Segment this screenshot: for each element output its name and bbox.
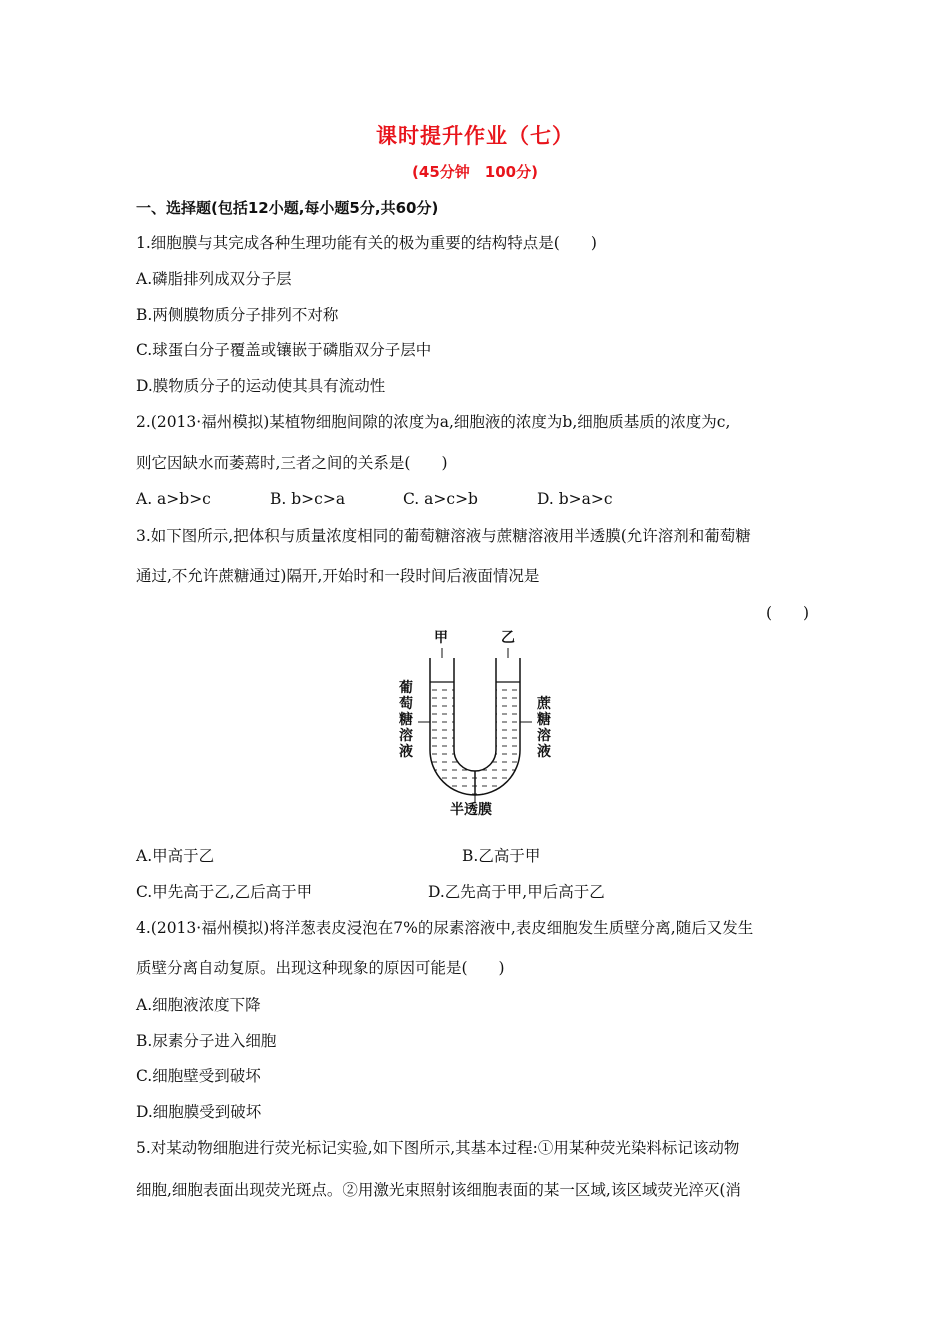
q3-option-c: C.甲先高于乙,乙后高于甲	[136, 883, 313, 901]
q1-option-d: D.膜物质分子的运动使其具有流动性	[136, 377, 386, 395]
q3-stem-line1: 3.如下图所示,把体积与质量浓度相同的葡萄糖溶液与蔗糖溶液用半透膜(允许溶剂和葡萄糖	[136, 527, 751, 545]
figure-label-jia: 甲	[434, 630, 448, 646]
q2-stem-line2: 则它因缺水而萎蔫时,三者之间的关系是( )	[136, 454, 448, 472]
q2-option-d: D. b>a>c	[537, 490, 613, 508]
u-tube-diagram	[360, 630, 590, 830]
q4-stem-line1: 4.(2013·福州模拟)将洋葱表皮浸泡在7%的尿素溶液中,表皮细胞发生质壁分离,随后又发生	[136, 919, 754, 937]
q3-option-d: D.乙先高于甲,甲后高于乙	[428, 883, 605, 901]
q3-stem-line2: 通过,不允许蔗糖通过)隔开,开始时和一段时间后液面情况是	[136, 567, 540, 585]
page-title: 课时提升作业（七）	[376, 124, 574, 148]
figure-label-glucose: 葡萄糖溶液	[399, 680, 413, 760]
q3-answer-bracket: ( )	[766, 604, 810, 622]
q2-stem-line1: 2.(2013·福州模拟)某植物细胞间隙的浓度为a,细胞液的浓度为b,细胞质基质的浓度为c,	[136, 413, 731, 431]
q4-stem-line2: 质壁分离自动复原。出现这种现象的原因可能是( )	[136, 959, 505, 977]
q1-option-c: C.球蛋白分子覆盖或镶嵌于磷脂双分子层中	[136, 341, 432, 359]
figure-label-sucrose: 蔗糖溶液	[537, 696, 551, 760]
q2-option-b: B. b>c>a	[270, 490, 346, 508]
q5-stem-line1: 5.对某动物细胞进行荧光标记实验,如下图所示,其基本过程:①用某种荧光染料标记该动物	[136, 1139, 740, 1157]
page-subtitle: (45分钟 100分)	[412, 163, 538, 181]
u-tube-figure	[360, 630, 590, 830]
q3-option-b: B.乙高于甲	[462, 847, 541, 865]
q4-option-d: D.细胞膜受到破坏	[136, 1103, 262, 1121]
q5-stem-line2: 细胞,细胞表面出现荧光斑点。②用激光束照射该细胞表面的某一区域,该区域荧光淬灭(消	[136, 1181, 741, 1199]
q1-option-a: A.磷脂排列成双分子层	[136, 270, 292, 288]
section-heading: 一、选择题(包括12小题,每小题5分,共60分)	[136, 199, 439, 217]
q4-option-a: A.细胞液浓度下降	[136, 996, 261, 1014]
q1-option-b: B.两侧膜物质分子排列不对称	[136, 306, 339, 324]
figure-label-membrane: 半透膜	[450, 802, 492, 818]
q4-option-b: B.尿素分子进入细胞	[136, 1032, 277, 1050]
q4-option-c: C.细胞壁受到破坏	[136, 1067, 261, 1085]
q1-stem: 1.细胞膜与其完成各种生理功能有关的极为重要的结构特点是( )	[136, 234, 597, 252]
q2-option-a: A. a>b>c	[136, 490, 211, 508]
q2-option-c: C. a>c>b	[403, 490, 478, 508]
figure-label-yi: 乙	[501, 630, 515, 646]
q3-option-a: A.甲高于乙	[136, 847, 215, 865]
